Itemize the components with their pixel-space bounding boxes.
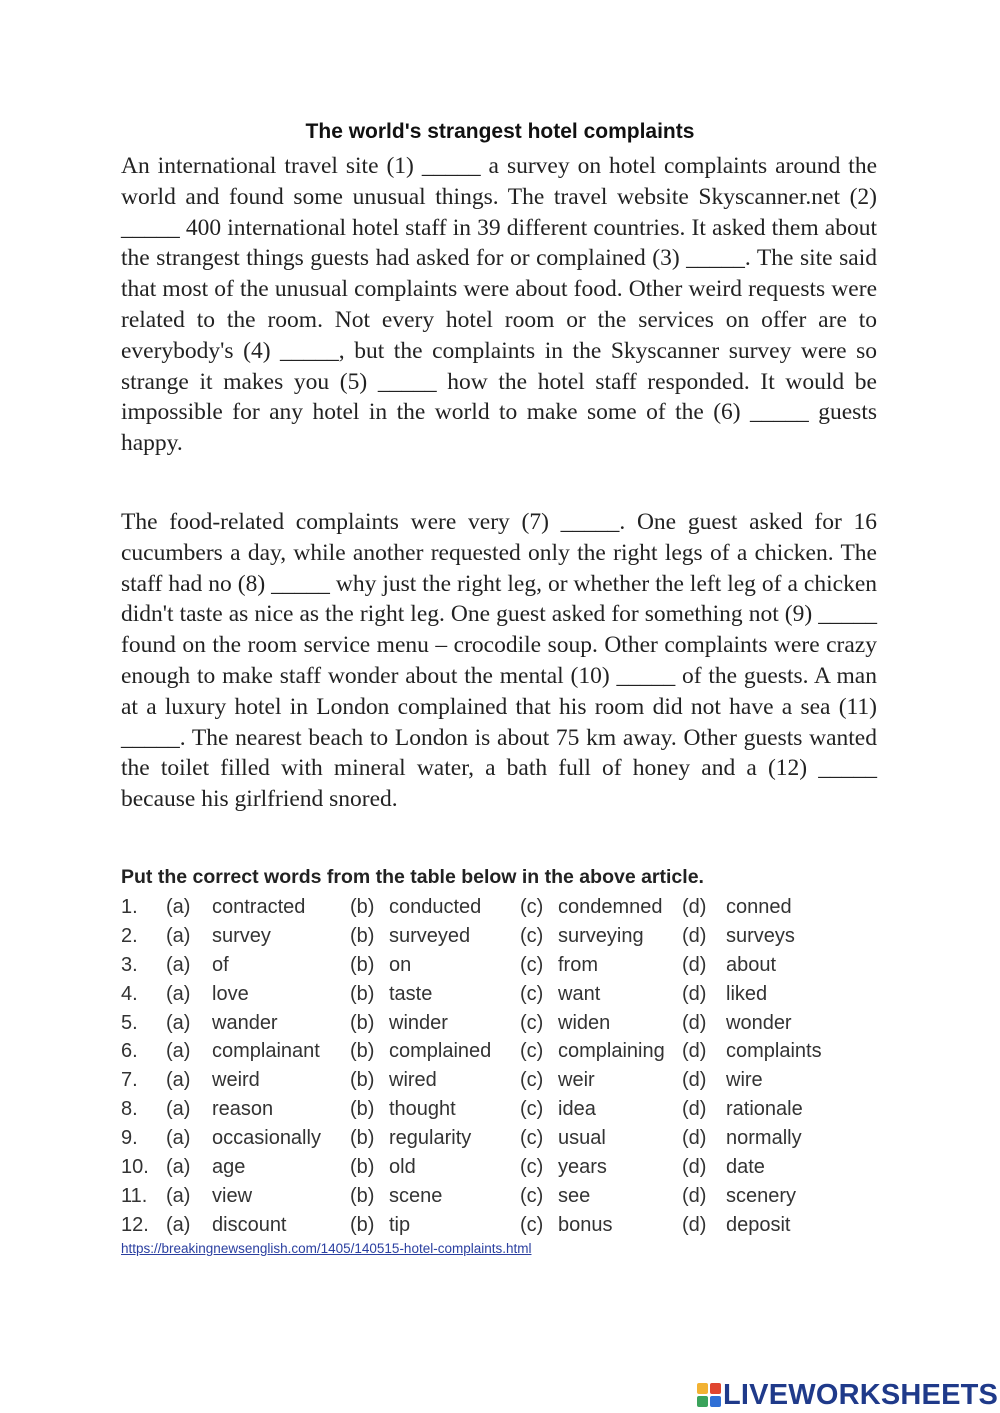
option-word: normally (726, 1127, 802, 1150)
option-letter: (a) (166, 1127, 191, 1150)
option-letter: (d) (682, 1127, 707, 1150)
article-paragraph-1: An international travel site (1) _____ a survey on hotel complaints around the world and found some unusual things. The travel website Skyscanner.net (2) _____ 400 international hotel staff in 39 different countries. It asked them about the strangest things guests had asked for or complained (3) _____. The site said that most of the unusual complaints were about food. Other weird requests were related to the room. Not every hotel room or the services on offer are to everybody's (4) _____, but the complaints in the Skyscanner survey were so strange it makes you (5) _____ how the hotel staff responded. It would be impossible for any hotel in the world to make some of the (6) _____ guests happy. (121, 153, 877, 457)
option-letter: (c) (520, 1011, 544, 1034)
question-number: 3. (121, 953, 138, 976)
question-number: 12. (121, 1213, 149, 1236)
option-letter: (b) (350, 1184, 375, 1207)
option-word: wander (212, 1011, 278, 1034)
option-word: love (212, 982, 249, 1005)
option-word: wonder (726, 1011, 792, 1034)
option-word: about (726, 953, 777, 976)
option-word: deposit (726, 1213, 791, 1236)
option-letter: (d) (682, 1040, 707, 1063)
option-word: conducted (389, 896, 482, 918)
option-letter: (b) (350, 1069, 375, 1092)
option-word: from (558, 953, 598, 976)
option-word: scenery (726, 1184, 797, 1207)
option-letter: (c) (520, 896, 544, 918)
option-letter: (d) (682, 1156, 707, 1179)
option-letter: (d) (682, 896, 707, 918)
question-number: 8. (121, 1098, 138, 1121)
question-number: 9. (121, 1127, 138, 1150)
option-letter: (d) (682, 1098, 707, 1121)
option-letter: (a) (166, 953, 191, 976)
option-word: wire (726, 1069, 763, 1092)
question-number: 1. (121, 896, 138, 918)
option-letter: (a) (166, 1213, 191, 1236)
option-letter: (a) (166, 924, 191, 947)
option-word: reason (212, 1098, 274, 1121)
option-word: usual (558, 1127, 606, 1150)
option-word: thought (389, 1098, 456, 1121)
option-letter: (d) (682, 924, 707, 947)
option-word: widen (558, 1011, 611, 1034)
option-letter: (b) (350, 924, 375, 947)
option-word: years (558, 1156, 607, 1179)
option-word: surveyed (389, 924, 471, 947)
option-letter: (b) (350, 982, 375, 1005)
option-word: weir (558, 1069, 595, 1092)
option-letter: (a) (166, 1011, 191, 1034)
option-letter: (c) (520, 1069, 544, 1092)
option-word: scene (389, 1184, 443, 1207)
option-letter: (c) (520, 1213, 544, 1236)
option-letter: (b) (350, 1127, 375, 1150)
option-word: weird (212, 1069, 260, 1092)
option-letter: (b) (350, 1098, 375, 1121)
option-letter: (a) (166, 896, 191, 918)
option-word: wired (389, 1069, 437, 1092)
option-word: occasionally (212, 1127, 321, 1150)
logo-square (710, 1383, 721, 1394)
option-letter: (b) (350, 1040, 375, 1063)
option-letter: (c) (520, 1127, 544, 1150)
option-word: surveys (726, 924, 795, 947)
article-paragraph-2: The food-related complaints were very (7) _____. One guest asked for 16 cucumbers a day, while another requested only the right legs of a chicken. The staff had no (8) _____ why just the right leg, or whether the left leg of a chicken didn't taste as nice as the right leg. One guest asked for something not (9) _____ found on the room service menu – crocodile soup. Other complaints were crazy enough to make staff wonder about the mental (10) _____ of the guests. A man at a luxury hotel in London complained that his room did not have a sea (11) _____. The nearest beach to London is about 75 km away. Other guests wanted the toilet filled with mineral water, a bath full of honey and a (12) _____ because his girlfriend snored. (121, 509, 877, 813)
source-link[interactable]: https://breakingnewsenglish.com/1405/140515-hotel-complaints.html (121, 1241, 532, 1256)
option-word: idea (558, 1098, 596, 1121)
question-number: 10. (121, 1156, 149, 1179)
option-letter: (a) (166, 1156, 191, 1179)
question-number: 2. (121, 924, 138, 947)
question-number: 11. (121, 1184, 148, 1207)
option-word: taste (389, 982, 433, 1005)
logo-text: LIVEWORKSHEETS (723, 1378, 999, 1411)
option-letter: (a) (166, 1098, 191, 1121)
option-letter: (c) (520, 1156, 544, 1179)
option-word: contracted (212, 896, 306, 918)
question-number: 6. (121, 1040, 138, 1063)
option-word: tip (389, 1213, 411, 1236)
option-word: regularity (389, 1127, 472, 1150)
option-word: complainant (212, 1040, 320, 1063)
option-word: bonus (558, 1213, 613, 1236)
option-word: discount (212, 1213, 287, 1236)
option-word: complaining (558, 1040, 665, 1063)
option-word: see (558, 1184, 591, 1207)
option-letter: (d) (682, 1011, 707, 1034)
option-letter: (b) (350, 896, 375, 918)
option-letter: (d) (682, 953, 707, 976)
option-letter: (a) (166, 1069, 191, 1092)
option-letter: (b) (350, 953, 375, 976)
option-letter: (b) (350, 1011, 375, 1034)
option-word: condemned (558, 896, 663, 918)
option-word: rationale (726, 1098, 803, 1121)
question-number: 4. (121, 982, 138, 1005)
option-word: survey (212, 924, 271, 947)
question-number: 7. (121, 1069, 138, 1092)
option-letter: (c) (520, 1184, 544, 1207)
option-letter: (a) (166, 982, 191, 1005)
logo-square (697, 1396, 708, 1407)
logo-square (710, 1396, 721, 1407)
worksheet-title: The world's strangest hotel complaints (305, 120, 695, 143)
option-word: winder (389, 1011, 448, 1034)
option-word: complained (389, 1040, 492, 1063)
option-letter: (d) (682, 1069, 707, 1092)
logo-mark-icon (697, 1383, 721, 1407)
option-word: want (558, 982, 601, 1005)
option-letter: (d) (682, 982, 707, 1005)
option-word: age (212, 1156, 246, 1179)
option-word: complaints (726, 1040, 822, 1063)
option-letter: (a) (166, 1184, 191, 1207)
option-word: liked (726, 982, 768, 1005)
option-word: on (389, 953, 412, 976)
option-letter: (d) (682, 1213, 707, 1236)
option-word: date (726, 1156, 765, 1179)
option-letter: (c) (520, 1040, 544, 1063)
option-letter: (c) (520, 953, 544, 976)
option-word: conned (726, 896, 792, 918)
option-letter: (a) (166, 1040, 191, 1063)
option-letter: (c) (520, 982, 544, 1005)
option-word: old (389, 1156, 416, 1179)
option-word: view (212, 1184, 253, 1207)
option-word: surveying (558, 924, 644, 947)
option-word: of (212, 953, 229, 976)
logo-square (697, 1383, 708, 1394)
option-letter: (b) (350, 1156, 375, 1179)
option-letter: (d) (682, 1184, 707, 1207)
option-letter: (c) (520, 1098, 544, 1121)
question-number: 5. (121, 1011, 138, 1034)
option-letter: (b) (350, 1213, 375, 1236)
instructions: Put the correct words from the table below in the above article. (121, 866, 704, 888)
option-letter: (c) (520, 924, 544, 947)
liveworksheets-logo (697, 1378, 998, 1412)
